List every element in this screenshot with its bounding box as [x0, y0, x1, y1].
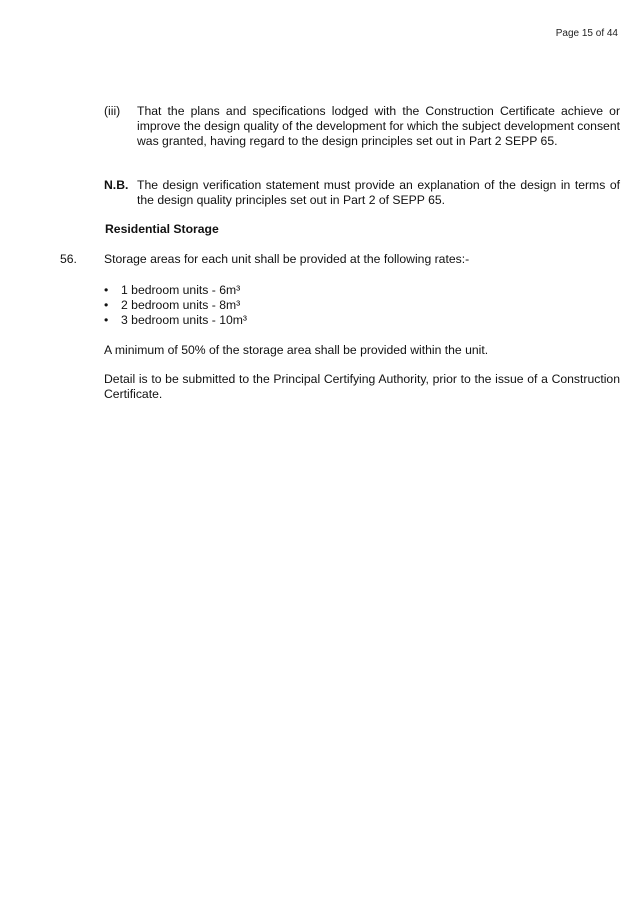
list-item	[104, 298, 247, 313]
condition-number: 56.	[60, 252, 77, 266]
detail-paragraph: Detail is to be submitted to the Principal Certifying Authority, prior to the issue of a Construction Certificate.	[104, 372, 620, 401]
list-item-text: 3 bedroom units - 10m³	[121, 313, 247, 327]
minimum-storage-paragraph: A minimum of 50% of the storage area shall be provided within the unit.	[104, 343, 489, 357]
clause-marker: (iii)	[104, 104, 121, 118]
bullet-icon: •	[104, 313, 109, 327]
list-item-text: 2 bedroom units - 8m³	[121, 298, 241, 312]
bullet-icon: •	[104, 298, 109, 312]
storage-rates-list	[104, 283, 247, 328]
note-text: The design verification statement must provide an explanation of the design in terms of the design quality principles set out in Part 2 of SEPP 65.	[137, 178, 620, 207]
list-item	[104, 313, 247, 328]
clause-text: That the plans and specifications lodged with the Construction Certificate achieve or improve the design quality of the development for which the subject development consent was granted, having regard to the design principles set out in Part 2 SEPP 65.	[137, 104, 620, 148]
condition-intro: Storage areas for each unit shall be provided at the following rates:-	[104, 252, 470, 266]
note-marker: N.B.	[104, 178, 129, 192]
note-block	[104, 178, 620, 208]
condition-clause-iii	[104, 104, 620, 149]
list-item	[104, 283, 247, 298]
list-item-text: 1 bedroom units - 6m³	[121, 283, 241, 297]
section-heading: Residential Storage	[105, 222, 219, 236]
page-number: Page 15 of 44	[555, 28, 618, 39]
bullet-icon: •	[104, 283, 109, 297]
